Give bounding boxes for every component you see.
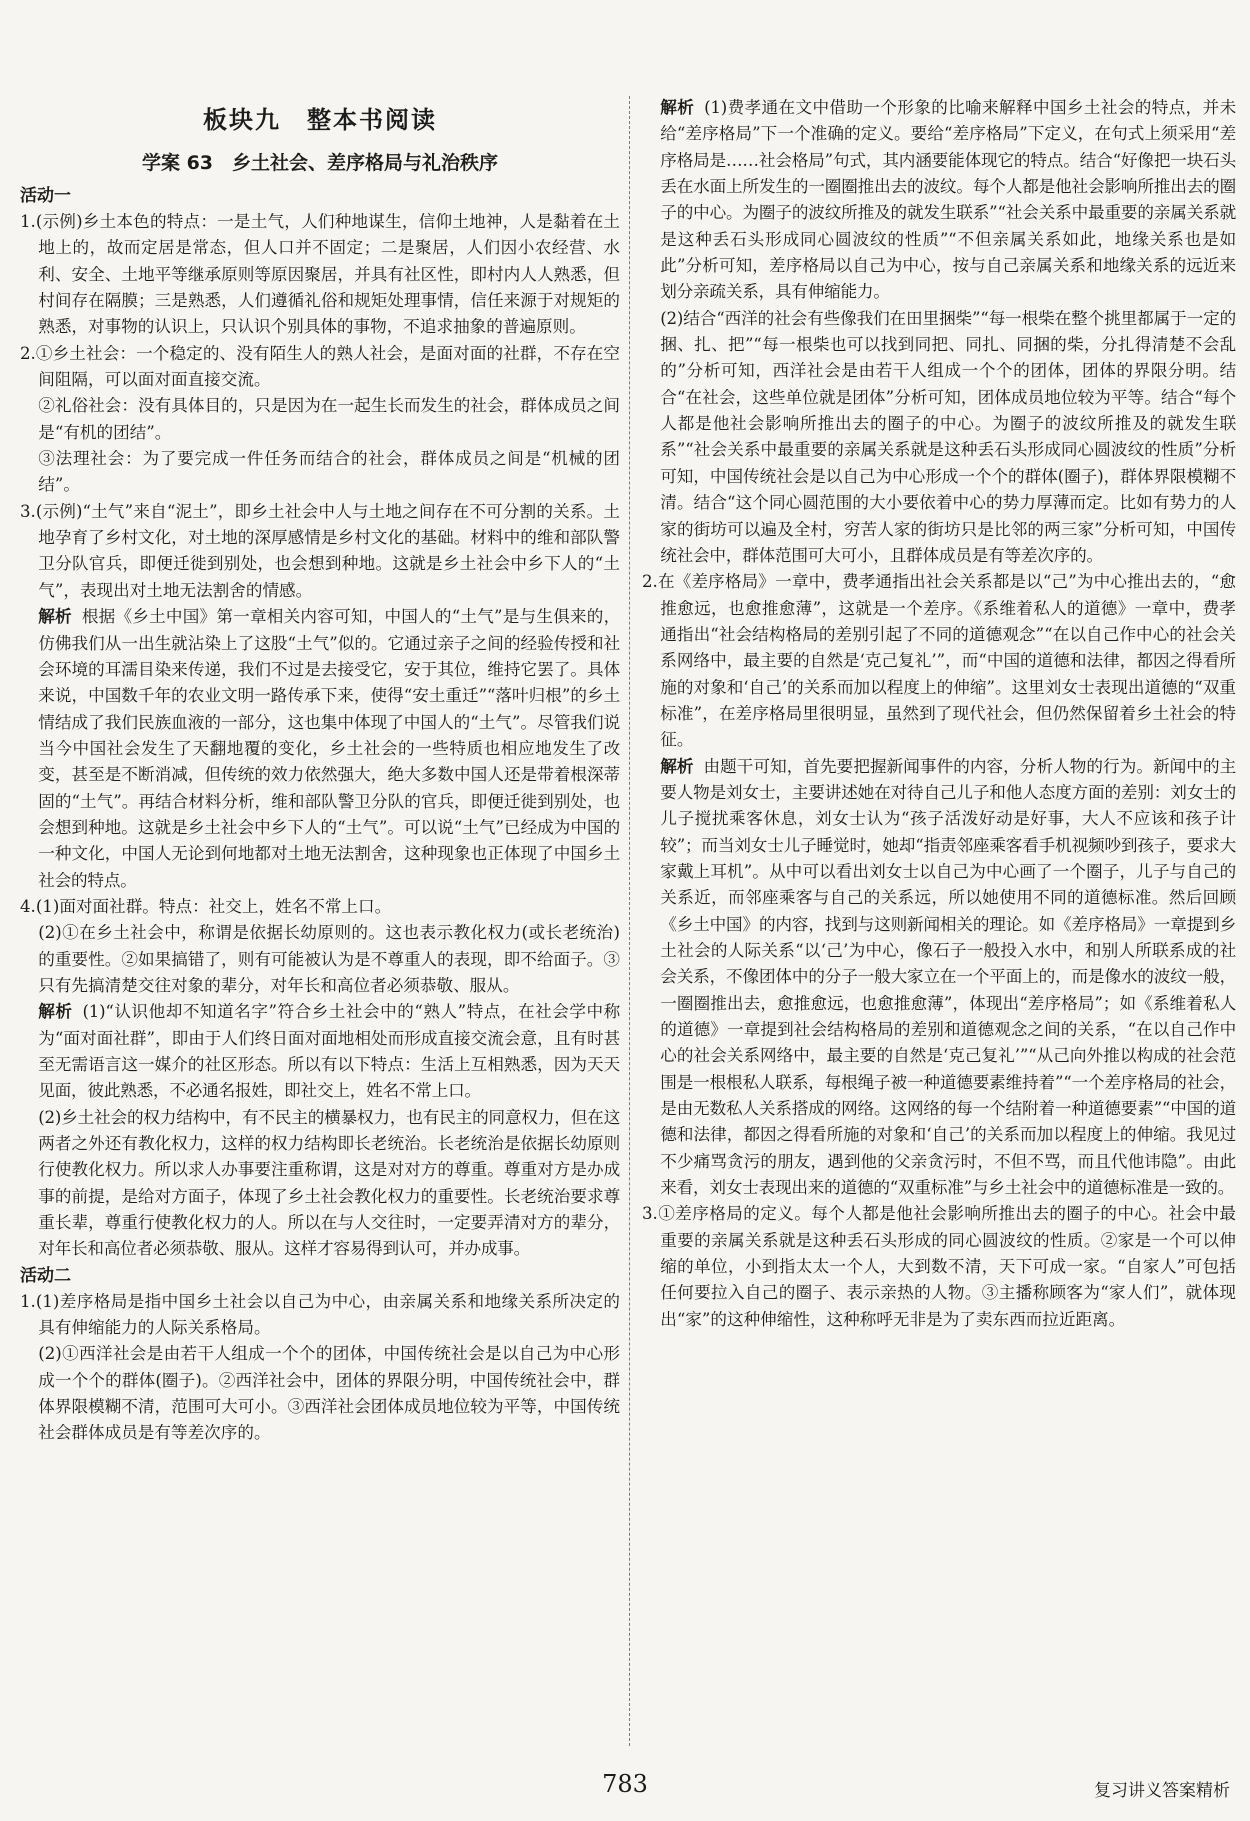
answer-1-analysis-1 — [642, 95, 1236, 306]
answer-1: 1.(示例)乡土本色的特点：一是土气，人们种地谋生，信仰土地神，人是黏着在土地上的，故而定居是常态，但人口并不固定；二是聚居，人们因小农经营、水利、安全、土地平等继承原则等原因聚居，并具有社区性，即村内人人熟悉，但村间存在隔膜；三是熟悉，人们遵循礼俗和规矩处理事情，信任来源于对规矩的熟悉，对事物的认识上，只认识个别具体的事物，不追求抽象的普遍原则。 — [20, 212, 620, 337]
answer-2: 2.在《差序格局》一章中，费孝通指出社会关系都是以“己”为中心推出去的，“愈推愈远，也愈推愈薄”，这就是一个差序。《系维着私人的道德》一章中，费孝通指出“社会结构格局的差别引起了不同的道德观念”“在以自己作中心的社会关系网络中，最主要的自然是‘克己复礼’”，而“中国的道德和法律，都因之得看所施的对象和‘自己’的关系而加以程度上的伸缩”。这里刘女士表现出道德的“双重标准”，在差序格局里很明显，虽然到了现代社会，但仍然保留着乡土社会的特征。 — [642, 572, 1236, 750]
analysis-label: 解析 — [660, 756, 694, 776]
column-divider — [629, 96, 630, 1746]
left-column — [20, 95, 620, 1447]
answer-2-part-2: ②礼俗社会：没有具体目的，只是因为在一起生长而发生的社会，群体成员之间是“有机的团结”。 — [38, 396, 620, 442]
answer-2-part-1: 2.①乡土社会：一个稳定的、没有陌生人的熟人社会，是面对面的社群，不存在空间阻隔，可以面对面直接交流。 — [20, 343, 620, 390]
answer-3-right: 3.①差序格局的定义。每个人都是他社会影响所推出去的圈子的中心。社会中最重要的亲属关系就是这种丢石头形成的同心圆波纹的性质。②家是一个可以伸缩的单位，小到指太太一个人，大到数不清，天下可成一家。“自家人”可包括任何要拉入自己的圈子、表示亲热的人物。③主播称顾客为“家人们”，就体现出“家”的这种伸缩性，这种称呼无非是为了卖东西而拉近距离。 — [642, 1204, 1236, 1329]
answer-4-part-1: 4.(1)面对面社群。特点：社交上，姓名不常上口。 — [20, 896, 392, 916]
analysis-text: (1)“认识他却不知道名字”符合乡土社会中的“熟人”特点，在社会学中称为“面对面社群”，即由于人们终日面对面地相处而形成直接交流会意，且有时甚至无需语言这一媒介的社区形态。所以有以下特点：生活上互相熟悉，因为天天见面，彼此熟悉，不必通名报姓，即社交上，姓名不常上口。 — [38, 1002, 621, 1101]
page-number: 783 — [602, 1770, 648, 1798]
right-column — [642, 95, 1236, 1333]
analysis-label: 解析 — [38, 1002, 73, 1022]
answer-3: 3.(示例)“土气”来自“泥土”，即乡土社会中人与土地之间存在不可分割的关系。土地孕育了乡村文化，对土地的深厚感情是乡村文化的基础。材料中的维和部队警卫分队官兵，即便迁徙到别处，也会想到种地。这就是乡土社会中乡下人的“土气”，表现出对土地无法割舍的情感。 — [20, 501, 620, 600]
analysis-text: 由题干可知，首先要把握新闻事件的内容，分析人物的行为。新闻中的主要人物是刘女士，主要讲述她在对待自己儿子和他人态度方面的差别：刘女士的儿子搅扰乘客休息，刘女士认为“孩子活泼好动是好事，大人不应该和孩子计较”；而当刘女士儿子睡觉时，她却“指责邻座乘客看手机视频吵到孩子，要求大家戴上耳机”。从中可以看出刘女士以自己为中心画了一个圈子，儿子与自己的关系近，而邻座乘客与自己的关系远，所以她使用不同的道德标准。然后回顾《乡土中国》的内容，找到与这则新闻相关的理论。如《差序格局》一章提到乡土社会的人际关系“以‘己’为中心，像石子一般投入水中，和别人所联系成的社会关系，不像团体中的分子一般大家立在一个平面上的，而是像水的波纹一般，一圈圈推出去，愈推愈远，也愈推愈薄”，体现出“差序格局”；如《系维着私人的道德》一章提到社会结构格局的差别和道德观念之间的关系，“在以自己作中心的社会关系网络中，最主要的自然是‘克己复礼’”“从己向外推以构成的社会范围是一根根私人联系，每根绳子被一种道德要素维持着”“一个差序格局的社会，是由无数私人关系搭成的网络。这网络的每一个结附着一种道德要素”“中国的道德和法律，都因之得看所施的对象和‘自己’的关系而加以程度上的伸缩。我见过不少痛骂贪污的朋友，遇到他的父亲贪污时，不但不骂，而且代他讳隐”。由此来看，刘女士表现出来的道德的“双重标准”与乡土社会中的道德标准是一致的。 — [660, 756, 1236, 1198]
book-title: 复习讲义答案精析 — [1094, 1781, 1230, 1801]
activity-1-heading: 活动一 — [20, 186, 71, 206]
answer-2-analysis — [642, 754, 1236, 1202]
answer-4-analysis-1 — [20, 999, 620, 1104]
answer-1-analysis-2: (2)结合“西洋的社会有些像我们在田里捆柴”“每一根柴在整个挑里都属于一定的捆、扎、把”“每一根柴也可以找到同把、同扎、同捆的柴，分扎得清楚不会乱的”分析可知，西洋社会是由若干人组成一个个的团体，团体的界限分明。结合“在社会，这些单位就是团体”分析可知，团体成员地位较为平等。结合“每个人都是他社会影响所推出去的圈子的中心。为圈子的波纹所推及的就发生联系”“社会关系中最重要的亲属关系就是这种丢石头形成同心圆波纹的性质”分析可知，中国传统社会是以自己为中心形成一个个的群体(圈子)，群体界限模糊不清。结合“这个同心圆范围的大小要依着中心的势力厚薄而定。比如有势力的人家的街坊可以遍及全村，穷苦人家的街坊只是比邻的两三家”分析可知，中国传统社会中，群体范围可大可小，且群体成员是有等差次序的。 — [660, 308, 1236, 565]
analysis-label: 解析 — [660, 98, 695, 117]
answer-4-part-2: (2)①在乡土社会中，称谓是依据长幼原则的。这也表示教化权力(或长老统治)的重要性。②如果搞错了，则有可能被认为是不尊重人的表现，即不给面子。③只有先搞清楚交往对象的辈分，对年长和高位者必须恭敬、服从。 — [38, 923, 620, 995]
activity-2-answer-1-part-2: (2)①西洋社会是由若干人组成一个个的团体，中国传统社会是以自己为中心形成一个个的群体(圈子)。②西洋社会中，团体的界限分明，中国传统社会中，群体界限模糊不清，范围可大可小。③西洋社会团体成员地位较为平等，中国传统社会群体成员是有等差次序的。 — [38, 1344, 620, 1443]
analysis-label: 解析 — [38, 607, 72, 627]
answer-3-analysis — [20, 604, 620, 894]
analysis-text: 根据《乡土中国》第一章相关内容可知，中国人的“土气”是与生俱来的，仿佛我们从一出生就沾染上了这股“土气”似的。它通过亲子之间的经验传授和社会环境的耳濡目染来传递，我们不过是去接受它，安于其位，维持它罢了。具体来说，中国数千年的农业文明一路传承下来，使得“安土重迁”“落叶归根”的乡土情结成了我们民族血液的一部分，这也集中体现了中国人的“土气”。尽管我们说当今中国社会发生了天翻地覆的变化，乡土社会的一些特质也相应地发生了改变，甚至是不断消减，但传统的效力依然强大，绝大多数中国人还是带着根深蒂固的“土气”。再结合材料分析，维和部队警卫分队的官兵，即便迁徙到别处，也会想到种地。这就是乡土社会中乡下人的“土气”。可以说“土气”已经成为中国的一种文化，中国人无论到何地都对土地无法割舍，这种现象也正体现了中国乡土社会的特点。 — [38, 607, 620, 890]
activity-2-heading: 活动二 — [20, 1265, 71, 1286]
answer-2-part-3: ③法理社会：为了要完成一件任务而结合的社会，群体成员之间是“机械的团结”。 — [38, 449, 620, 495]
activity-2-answer-1-part-1: 1.(1)差序格局是指中国乡土社会以自己为中心，由亲属关系和地缘关系所决定的具有伸缩能力的人际关系格局。 — [20, 1291, 620, 1338]
block-title: 板块九 整本书阅读 — [203, 106, 437, 134]
answer-4-analysis-2: (2)乡土社会的权力结构中，有不民主的横暴权力，也有民主的同意权力，但在这两者之外还有教化权力，这样的权力结构即长老统治。长老统治是依据长幼原则行使教化权力。所以求人办事要注重称谓，这是对对方的尊重。尊重对方是办成事的前提，是给对方面子，体现了乡土社会教化权力的重要性。长老统治要求尊重长辈，尊重行使教化权力的人。所以在与人交往时，一定要弄清对方的辈分，对年长和高位者必须恭敬、服从。这样才容易得到认可，并办成事。 — [38, 1107, 620, 1259]
lesson-title: 学案 63 乡土社会、差序格局与礼治秩序 — [141, 152, 499, 174]
analysis-text: (1)费孝通在文中借助一个形象的比喻来解释中国乡土社会的特点，并未给“差序格局”下一个准确的定义。要给“差序格局”下定义，在句式上须采用“差序格局是……社会格局”句式，其内涵要能体现它的特点。结合“好像把一块石头丢在水面上所发生的一圈圈推出去的波纹。每个人都是他社会影响所推出去的圈子的中心。为圈子的波纹所推及的就发生联系”“社会关系中最重要的亲属关系就是这种丢石头形成同心圆波纹的性质”“不但亲属关系如此，地缘关系也是如此”分析可知，差序格局以自己为中心，按与自己亲属关系和地缘关系的远近来划分亲疏关系，具有伸缩能力。 — [660, 98, 1236, 302]
